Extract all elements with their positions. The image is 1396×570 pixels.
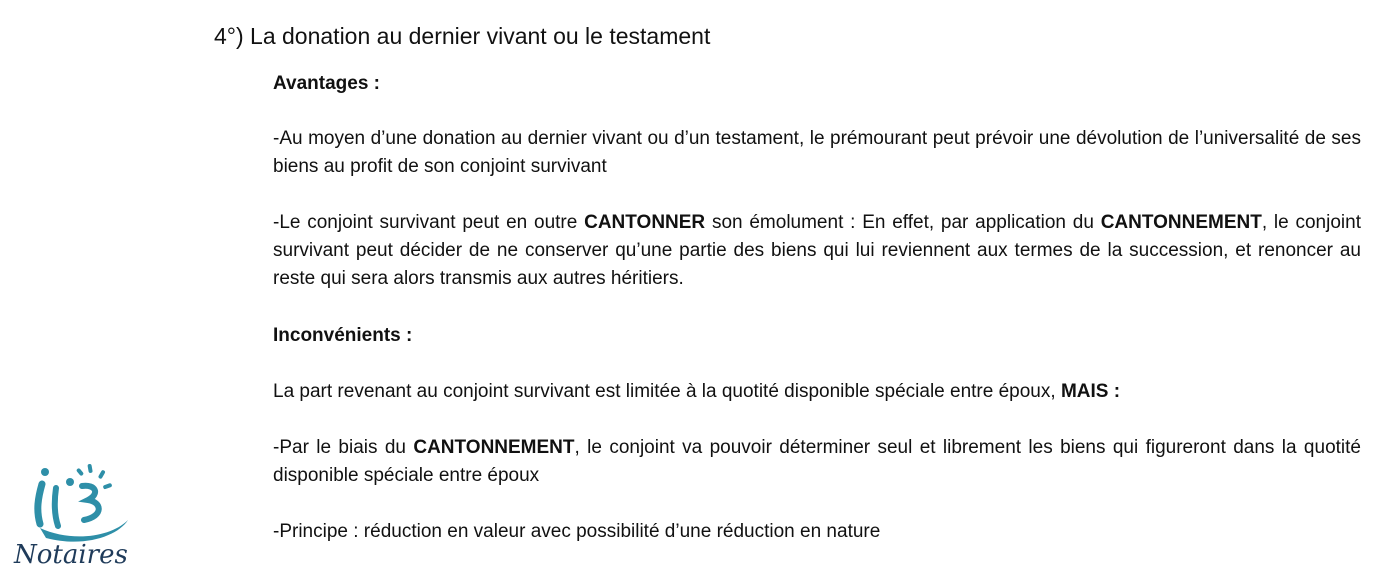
emphasis-cantonnement: CANTONNEMENT [1100, 212, 1262, 233]
notaires-logo [0, 458, 160, 570]
text-run: -Le conjoint survivant peut en outre [273, 212, 585, 233]
inconvenients-paragraph-1 [273, 378, 1361, 406]
inconvenients-title: Inconvénients : [273, 325, 413, 346]
inconvenients-paragraph-2 [273, 434, 1361, 490]
avantages-paragraph-1: -Au moyen d’une donation au dernier vivant ou d’un testament, le prémourant peut prévoir une dévolution de l’universalité de ses biens au profit de son conjoint survivant [273, 128, 1361, 177]
text-run: , le conjoint survivant peut décider de ne conserver qu’une partie des biens qui lui reviennent aux termes de la succession, et renoncer au reste qui sera alors transmis aux autres héritiers. [273, 212, 1361, 289]
logo-wordmark: Notaires [14, 540, 128, 570]
text-run: son émolument : En effet, par application du [705, 212, 1101, 233]
emphasis-mais: MAIS : [1060, 381, 1121, 402]
avantages-title: Avantages : [273, 73, 380, 94]
inconvenients-paragraph-3: -Principe : réduction en valeur avec possibilité d’une réduction en nature [273, 521, 881, 542]
text-run: -Par le biais du [273, 437, 414, 458]
emphasis-cantonner: CANTONNER [584, 212, 706, 233]
avantages-paragraph-2 [273, 209, 1361, 293]
text-run: La part revenant au conjoint survivant est limitée à la quotité disponible spéciale entre époux, [273, 381, 1061, 402]
section-heading: 4°) La donation au dernier vivant ou le testament [214, 23, 711, 49]
emphasis-cantonnement: CANTONNEMENT [413, 437, 575, 458]
text-run: , le conjoint va pouvoir déterminer seul et librement les biens qui figureront dans la quotité disponible spéciale entre époux [273, 437, 1361, 486]
